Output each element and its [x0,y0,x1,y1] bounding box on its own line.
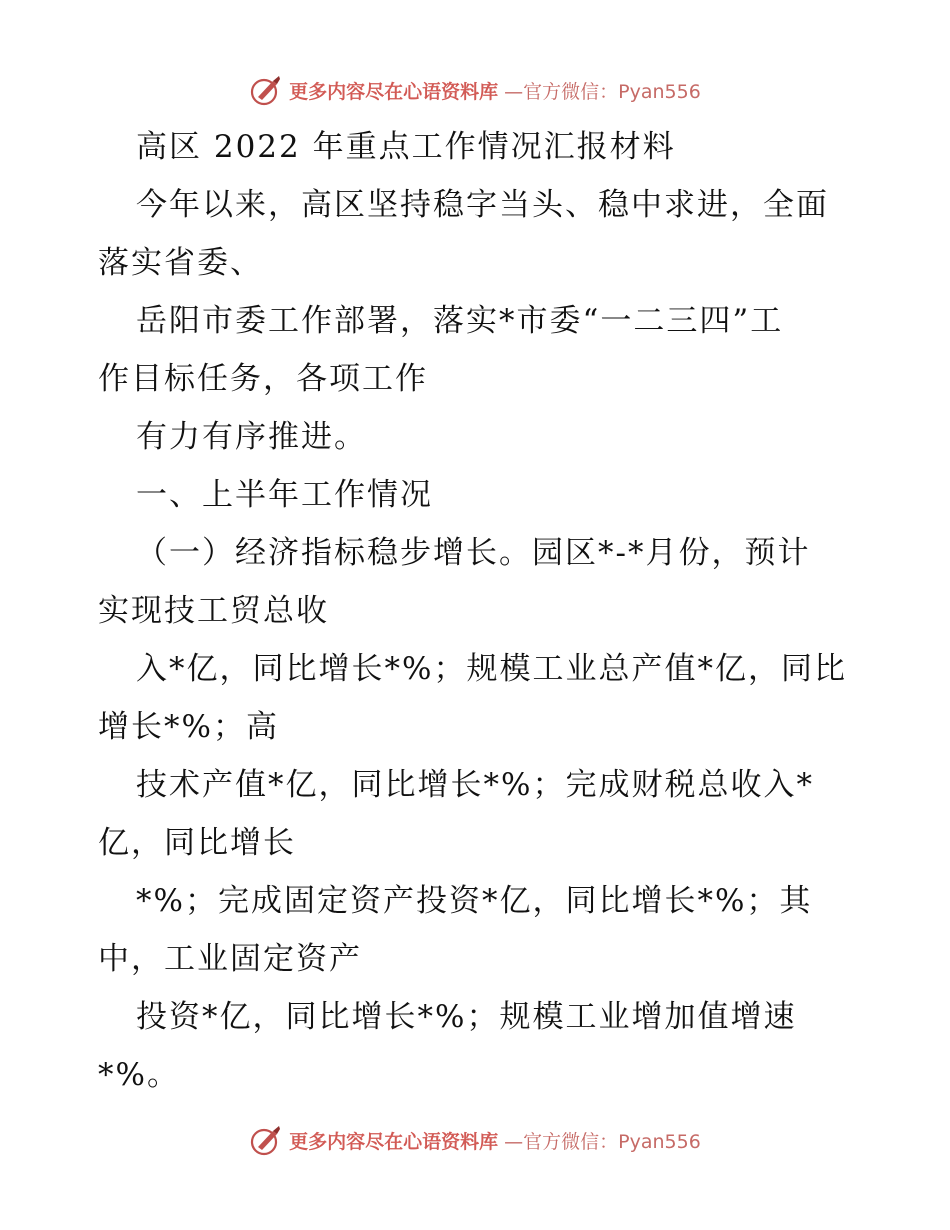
paragraph-line: 投资*亿，同比增长*%；规模工业增加值增速 [136,999,797,1035]
paragraph-line: 亿，同比增长 [98,825,296,861]
paragraph-line: 入*亿，同比增长*%；规模工业总产值*亿，同比 [136,651,847,687]
paragraph-line: 增长*%；高 [98,709,279,745]
paragraph-line: 岳阳市委工作部署，落实*市委“一二三四”工 [136,303,784,339]
document-body [98,118,858,1104]
watermark-wechat-text: —官方微信：Pyan556 [504,80,701,103]
watermark-banner-bottom [0,1120,950,1160]
watermark-main-text: 更多内容尽在心语资料库 [289,1130,499,1153]
watermark-main-text: 更多内容尽在心语资料库 [289,80,499,103]
paragraph-line: （一）经济指标稳步增长。园区*-*月份，预计 [136,535,811,571]
document-title: 高区 2022 年重点工作情况汇报材料 [136,129,676,165]
paragraph-line: 实现技工贸总收 [98,593,329,629]
pen-logo-icon [249,73,283,107]
watermark-wechat-text: —官方微信：Pyan556 [504,1130,701,1153]
paragraph-line: *%；完成固定资产投资*亿，同比增长*%；其 [136,883,813,919]
section-heading: 一、上半年工作情况 [136,477,433,513]
paragraph-line: 作目标任务，各项工作 [98,361,428,397]
paragraph-line: *%。 [98,1057,180,1093]
paragraph-line: 今年以来，高区坚持稳字当头、稳中求进，全面 [136,187,829,223]
paragraph-line: 中，工业固定资产 [98,941,362,977]
paragraph-line: 落实省委、 [98,245,263,281]
watermark-banner-top [0,70,950,110]
paragraph-line: 技术产值*亿，同比增长*%；完成财税总收入* [136,767,814,803]
pen-logo-icon [249,1123,283,1157]
paragraph-line: 有力有序推进。 [136,419,367,455]
